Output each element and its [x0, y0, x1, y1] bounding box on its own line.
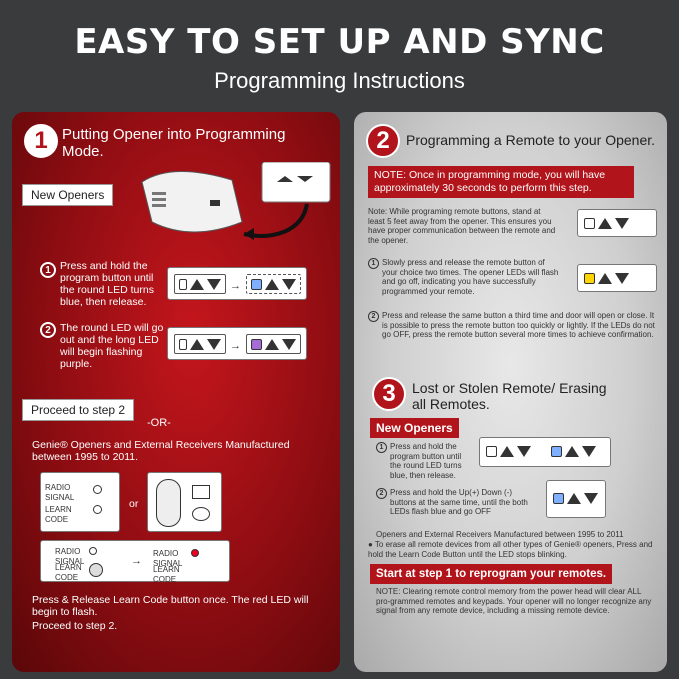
or-small-label: or	[129, 498, 139, 510]
opener-illustration	[132, 162, 332, 252]
step3-number: 3	[372, 377, 406, 411]
s3-item1-text: Press and hold the program button until the round LED turns blue, then release.	[390, 442, 462, 480]
s3-item2-number: 2	[376, 488, 387, 499]
s3-item1-diagram	[479, 437, 611, 467]
press-release-text: Press & Release Learn Code button once. The red LED will begin to flash.	[32, 594, 309, 618]
item1-text: Press and hold the program button until the round LED turns blue, then release.	[60, 260, 154, 308]
or-label: -OR-	[147, 417, 171, 429]
s3-item2-diagram	[546, 480, 606, 518]
receiver-icon	[156, 479, 181, 527]
radio-signal-label: RADIO SIGNAL	[45, 483, 75, 502]
item2-diagram	[167, 327, 307, 360]
red-led-icon	[191, 549, 199, 557]
learn-code-label: LEARN CODE	[55, 563, 82, 582]
s2-item2-text: Press and release the same button a third time and door will open or close. It is possible to press the remote button too quickly or lightly. If the LEDs do not go OFF, press the remote button several more times to achieve confirmation.	[382, 311, 655, 339]
receiver-diagram	[147, 472, 222, 532]
step1-title: Putting Opener into Programming Mode.	[62, 126, 286, 160]
left-panel	[12, 112, 340, 672]
s2-item2-number: 2	[368, 311, 379, 322]
s2-item1-number: 1	[368, 258, 379, 269]
s2-item1-text: Slowly press and release the remote button of your choice two times. The opener LEDs will flash and go off, indicating you have successfully programmed your remote.	[382, 258, 559, 296]
s3-item2-text: Press and hold the Up(+) Down (-) buttons at the same time, until the both LEDs flash blue and go OFF	[390, 488, 528, 516]
learn-code-press-diagram	[40, 540, 230, 582]
led-icon	[89, 547, 97, 555]
arrow-icon: →	[230, 280, 241, 292]
item2-text: The round LED will go out and the long LED will begin flashing purple.	[60, 322, 164, 370]
s3-item1-number: 1	[376, 442, 387, 453]
proceed-step2-text: Proceed to step 2.	[32, 620, 118, 632]
keypad-before	[174, 274, 226, 294]
button-icon	[192, 507, 210, 521]
step2-title: Programming a Remote to your Opener.	[406, 132, 656, 148]
remote-diagram-1	[577, 209, 657, 237]
keypad-flashing	[246, 334, 301, 354]
finger-icon	[89, 563, 103, 577]
arrow-icon: →	[230, 340, 241, 352]
arrow-icon: →	[131, 555, 142, 567]
step3-title: Lost or Stolen Remote/ Erasing all Remotes.	[412, 380, 607, 412]
right-panel	[354, 112, 667, 672]
new-openers-tag-right: New Openers	[370, 418, 459, 438]
keypad-after	[246, 274, 301, 294]
learn-panel-diagram	[40, 472, 120, 532]
proceed-tag: Proceed to step 2	[22, 399, 134, 421]
new-openers-tag: New Openers	[22, 184, 113, 206]
led-icon	[93, 485, 102, 494]
keypad-before	[174, 334, 226, 354]
button-icon	[93, 505, 102, 514]
learn-code-label: LEARN CODE	[153, 565, 180, 584]
step1-number: 1	[24, 124, 58, 158]
radio-signal-label: RADIO SIGNAL	[153, 549, 183, 568]
step2-number: 2	[366, 124, 400, 158]
final-note: NOTE: Clearing remote control memory from the power head will clear ALL pro-grammed remotes and keypads. Your opener will no longer recognize any signal from any remote device, including a missing remote device.	[376, 587, 652, 615]
genie-text: Genie® Openers and External Receivers Manufactured between 1995 to 2011.	[32, 439, 290, 463]
item1-diagram	[167, 267, 307, 300]
item2-number: 2	[40, 322, 56, 338]
led-icon	[192, 485, 210, 499]
older-openers-text: Openers and External Receivers Manufactured between 1995 to 2011	[376, 530, 624, 539]
note-banner: NOTE: Once in programming mode, you will have approximately 30 seconds to perform this step.	[368, 166, 634, 198]
note-text: Note: While programing remote buttons, stand at least 5 feet away from the opener. This ensures you have proper communication between the remote and the opener.	[368, 207, 556, 245]
erase-all-text: ● To erase all remote devices from all other types of Genie® openers, Press and hold the Learn Code Button until the LED stops blinking.	[368, 540, 653, 559]
remote-diagram-2	[577, 264, 657, 292]
learn-code-label: LEARN CODE	[45, 505, 72, 524]
item1-number: 1	[40, 262, 56, 278]
radio-signal-label: RADIO SIGNAL	[55, 547, 85, 566]
page-title: EASY TO SET UP AND SYNC	[74, 22, 605, 62]
page-subtitle: Programming Instructions	[214, 68, 465, 93]
start-banner: Start at step 1 to reprogram your remotes.	[370, 564, 612, 584]
